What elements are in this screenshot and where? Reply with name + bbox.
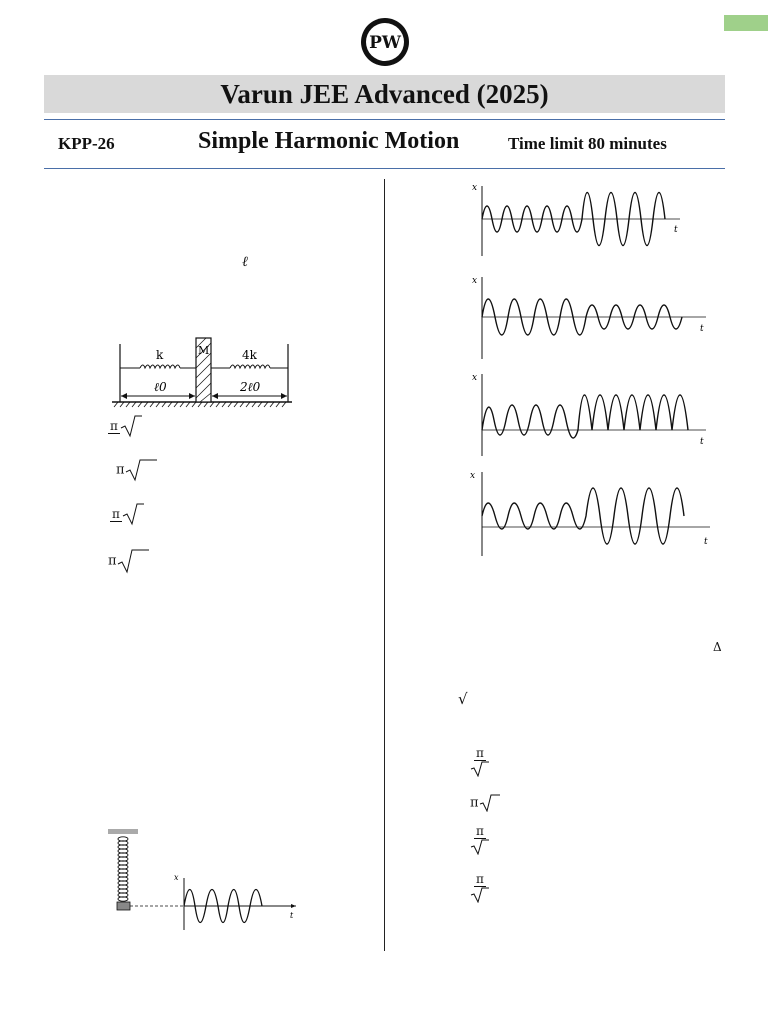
- top-rule: [44, 119, 725, 120]
- sqrt-sign: [470, 839, 490, 855]
- t-axis-label: t: [290, 911, 294, 920]
- sqrt-sign: [120, 414, 142, 438]
- topic-title: Simple Harmonic Motion: [198, 128, 460, 154]
- left-option-2: [116, 458, 157, 482]
- delta-symbol: Δ: [713, 640, 722, 654]
- spring-block-figure: [108, 334, 294, 410]
- graph-d: [468, 468, 714, 558]
- column-divider: [384, 179, 385, 951]
- graph-b-x-label: x: [472, 276, 478, 286]
- page-title: Varun JEE Advanced (2025): [220, 79, 549, 109]
- graph-c: [468, 370, 710, 456]
- right-option-3: [470, 824, 490, 855]
- pi-symbol: π: [476, 824, 484, 838]
- left-option-4: [108, 548, 149, 574]
- graph-a-t-label: t: [674, 225, 678, 235]
- time-limit: Time limit 80 minutes: [508, 134, 667, 153]
- sqrt-symbol: √: [458, 690, 468, 708]
- pi-symbol: π: [108, 553, 117, 569]
- kpp-label: KPP-26: [58, 134, 115, 153]
- graph-a-x-label: x: [472, 183, 478, 193]
- x-axis-label: x: [174, 873, 179, 882]
- corner-tab: [724, 15, 768, 31]
- right-length-label: 2ℓ0: [240, 380, 261, 394]
- pw-logo: [360, 17, 410, 67]
- ell-symbol: ℓ: [242, 254, 248, 270]
- left-spring-label: k: [156, 348, 164, 362]
- pi-symbol: π: [116, 462, 125, 478]
- graph-c-x-label: x: [472, 373, 478, 383]
- hanging-mass-figure: [106, 826, 300, 932]
- right-option-4: [470, 872, 490, 903]
- graph-d-t-label: t: [704, 537, 708, 547]
- bottom-rule: [44, 168, 725, 169]
- sqrt-sign: [117, 548, 149, 574]
- sqrt-sign: [470, 887, 490, 903]
- left-option-3: [110, 502, 144, 536]
- sqrt-sign: [125, 458, 157, 482]
- left-length-label: ℓ0: [154, 380, 167, 394]
- graph-b-t-label: t: [700, 324, 704, 334]
- block-label: M: [198, 344, 210, 357]
- graph-b: [468, 273, 710, 359]
- right-option-2: [470, 794, 501, 812]
- graph-c-t-label: t: [700, 437, 704, 447]
- right-option-1: [470, 746, 490, 777]
- sqrt-sign: [470, 761, 490, 777]
- graph-a: [468, 180, 688, 260]
- pi-symbol: π: [476, 872, 484, 886]
- left-option-1: [108, 414, 142, 448]
- pi-symbol: π: [110, 418, 118, 433]
- sqrt-sign: [122, 502, 144, 526]
- pi-symbol: π: [470, 795, 479, 811]
- sqrt-sign: [479, 794, 501, 812]
- pi-symbol: π: [476, 746, 484, 760]
- right-spring-label: 4k: [242, 348, 257, 362]
- logo-text: PW: [369, 33, 401, 53]
- graph-d-x-label: x: [470, 471, 476, 481]
- pi-symbol: π: [112, 506, 120, 521]
